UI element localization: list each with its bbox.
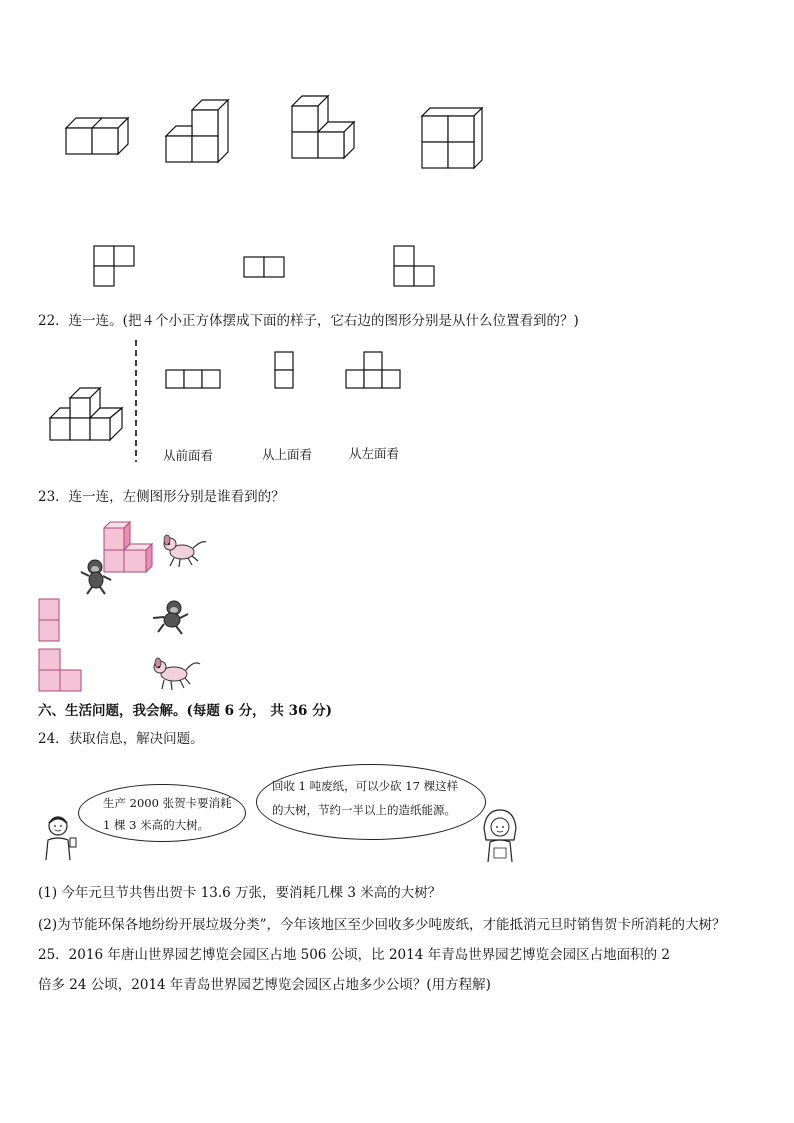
monkey-icon: [78, 558, 116, 596]
pink-view-l-shape: [38, 648, 84, 694]
q22-dashed-divider: [134, 340, 138, 464]
bubble-left-line1: 生产 2000 张贺卡要消耗: [103, 796, 232, 810]
man-figure-icon: [40, 812, 84, 862]
q22-view-top: [275, 352, 297, 392]
q25-line1: 25．2016 年唐山世界园艺博览会园区占地 506 公顷，比 2014 年青岛世界园艺博览会园区占地面积的 2: [38, 947, 670, 963]
cube-figure-3: [288, 92, 366, 166]
q22-title: 22．连一连。(把４个小正方体摆成下面的样子，它右边的图形分别是从什么位置看到的？): [38, 313, 579, 329]
label-from-top: 从上面看: [262, 447, 313, 462]
q24-sub1: (1) 今年元旦节共售出贺卡 13.6 万张，要消耗几棵 3 米高的大树？: [38, 885, 442, 901]
q23-title: 23．连一连，左侧图形分别是谁看到的？: [38, 489, 285, 505]
view-shape-1: [94, 246, 138, 290]
view-shape-2: [244, 257, 288, 279]
bubble-right-line1: 回收 1 吨废纸，可以少砍 17 棵这样: [272, 779, 459, 793]
q22-cube-model: [44, 386, 130, 450]
monkey-icon: [150, 600, 190, 636]
cube-figure-2: [162, 96, 228, 166]
label-from-front: 从前面看: [163, 448, 214, 463]
view-shape-3: [394, 246, 438, 290]
label-from-left: 从左面看: [349, 446, 400, 461]
q22-view-left: [346, 352, 404, 392]
pink-view-vertical: [38, 598, 62, 644]
bubble-left-line2: 1 棵 3 米高的大树。: [103, 818, 210, 832]
cube-figure-1: [60, 110, 130, 160]
q24-title: 24．获取信息，解决问题。: [38, 731, 204, 747]
q25-line2: 倍多 24 公顷，2014 年青岛世界园艺博览会园区占地多少公顷？(用方程解): [38, 977, 491, 993]
dog-icon: [160, 534, 210, 570]
girl-figure-icon: [478, 808, 522, 864]
q22-view-front: [166, 370, 224, 392]
section6-title: 六、生活问题，我会解。(每题 6 分， 共 36 分): [38, 703, 332, 719]
bubble-right-line2: 的大树，节约一半以上的造纸能源。: [272, 803, 456, 817]
dog-icon: [150, 656, 202, 692]
cube-figure-4: [418, 104, 488, 170]
q24-sub2: (2)为节能环保各地纷纷开展垃圾分类”，今年该地区至少回收多少吨废纸，才能抵消元旦时销售贺卡所消耗的大树？: [38, 917, 726, 933]
